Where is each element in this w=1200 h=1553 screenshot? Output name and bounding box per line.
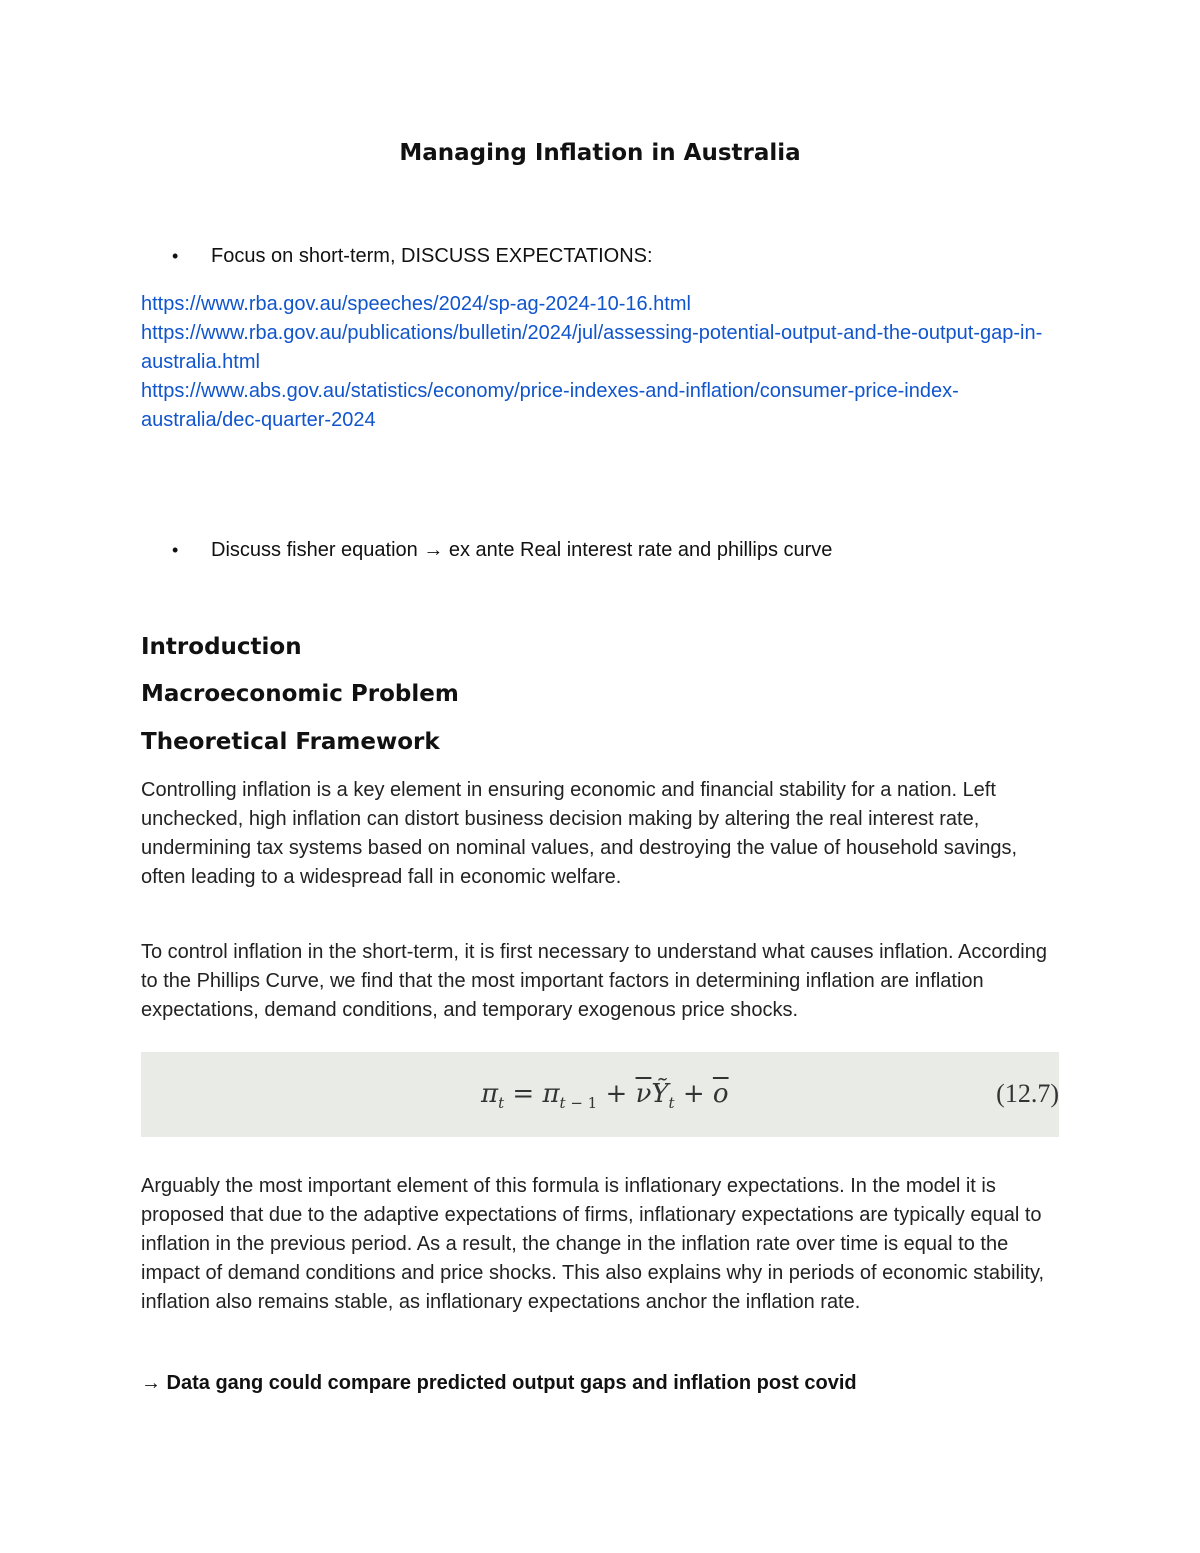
heading-theoretical-framework: Theoretical Framework — [141, 729, 440, 755]
bullet-text: Focus on short-term, DISCUSS EXPECTATIONS: — [211, 245, 653, 267]
data-gang-note: → Data gang could compare predicted output gaps and inflation post covid — [141, 1372, 857, 1394]
reference-links — [141, 290, 1061, 435]
link-rba-bulletin[interactable]: https://www.rba.gov.au/publications/bulletin/2024/jul/assessing-potential-output-and-the-output-gap-in-australia.html — [141, 322, 1043, 373]
paragraph-expectations: Arguably the most important element of this formula is inflationary expectations. In the model it is proposed that due to the adaptive expectations of firms, inflationary expectations are typically equal to inflation in the previous period. As a result, the change in the inflation rate over time is equal to the impact of demand conditions and price shocks. This also explains why in periods of economic stability, inflation also remains stable, as inflationary expectations anchor the inflation rate. — [141, 1175, 1045, 1313]
bullet-icon: • — [172, 246, 179, 266]
phillips-curve-equation: $\pi_t = \pi_{t - 1}$ + $\overline{\nu}Ỹ_t + \overline{o}$ — [481, 1079, 729, 1113]
bullet-item-focus — [172, 242, 653, 270]
document-title: Managing Inflation in Australia — [399, 140, 801, 166]
bullet-item-fisher — [172, 536, 832, 564]
equation-block — [141, 1052, 1059, 1137]
link-rba-speech[interactable]: https://www.rba.gov.au/speeches/2024/sp-ag-2024-10-16.html — [141, 293, 691, 315]
equation-number: (12.7) — [996, 1079, 1059, 1108]
heading-macroeconomic-problem: Macroeconomic Problem — [141, 681, 459, 707]
heading-introduction: Introduction — [141, 634, 302, 660]
paragraph-inflation-stability: Controlling inflation is a key element in ensuring economic and financial stability for a nation. Left unchecked, high inflation can distort business decision making by altering the real interest rate, undermining tax systems based on nominal values, and destroying the value of household savings, often leading to a widespread fall in economic welfare. — [141, 779, 1018, 888]
paragraph-phillips-curve: To control inflation in the short-term, it is first necessary to understand what causes inflation. According to the Phillips Curve, we find that the most important factors in determining inflation are inflation expectations, demand conditions, and temporary exogenous price shocks. — [141, 941, 1047, 1021]
bullet-icon: • — [172, 540, 179, 560]
link-abs-cpi[interactable]: https://www.abs.gov.au/statistics/economy/price-indexes-and-inflation/consumer-price-index-australia/dec-quarter-2024 — [141, 380, 959, 431]
bullet-text: Discuss fisher equation → ex ante Real interest rate and phillips curve — [211, 539, 833, 561]
